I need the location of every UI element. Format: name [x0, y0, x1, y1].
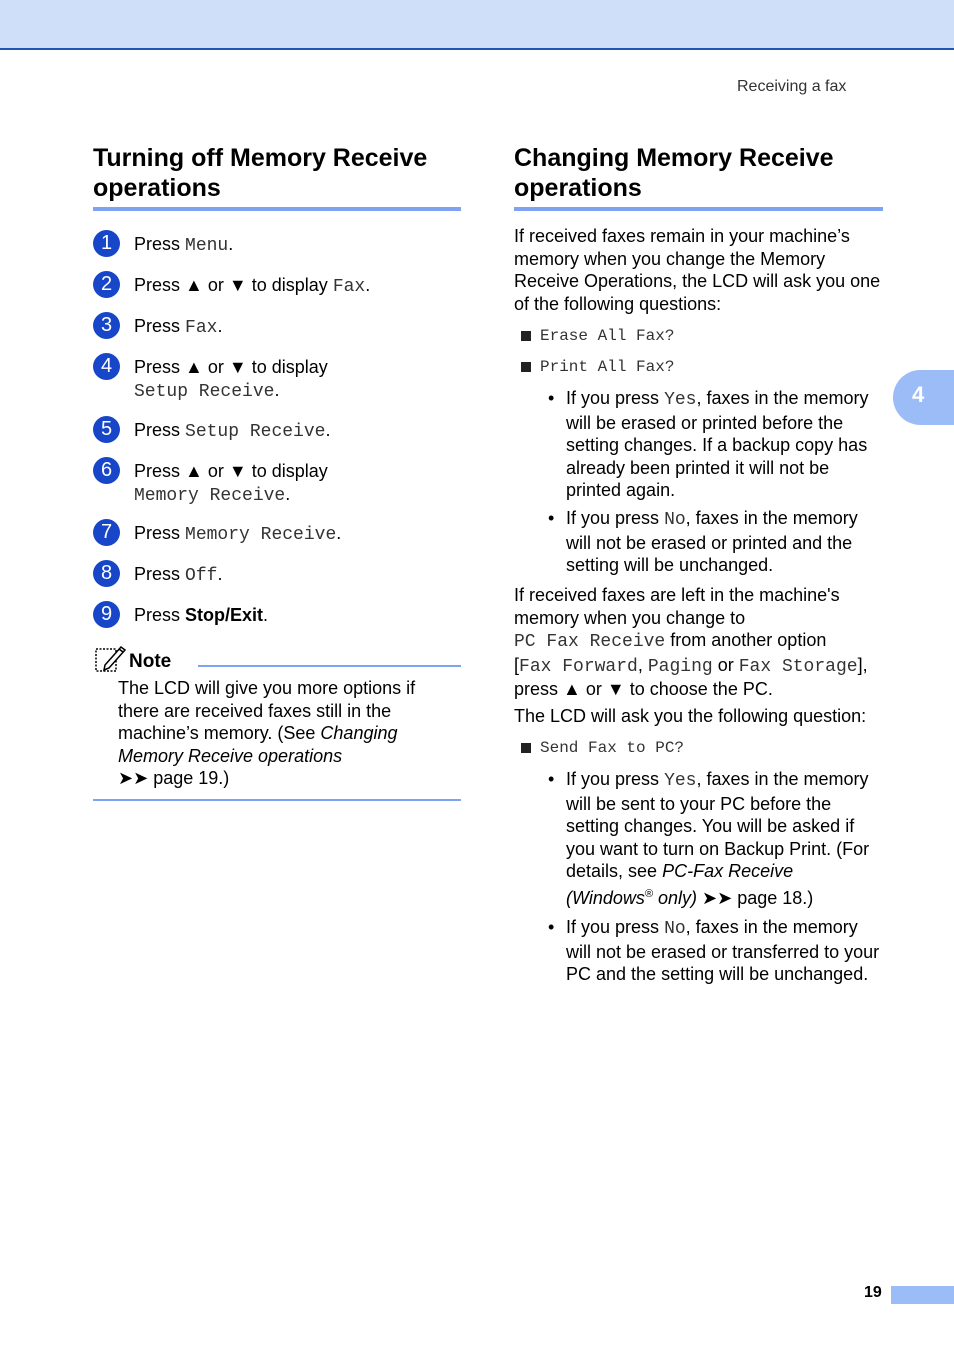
note-label: Note	[129, 651, 172, 672]
left-heading-rule	[93, 207, 461, 211]
up-arrow-icon: ▲	[185, 275, 203, 295]
step-text: Press Fax.	[134, 316, 223, 338]
down-arrow-icon: ▼	[228, 357, 247, 377]
step-number-9: 9	[93, 601, 120, 628]
running-head: Receiving a fax	[737, 78, 847, 95]
bullet-text: If you press No, faxes in the memory will not be erased or printed and the setting will be unchanged.	[566, 508, 858, 575]
step-text: Press ▲ or ▼ to display Fax.	[134, 275, 371, 297]
double-arrow-icon: ➤➤	[118, 768, 149, 788]
step-text: Press Setup Receive.	[134, 420, 331, 442]
bullet-dot-icon: •	[548, 917, 555, 937]
up-arrow-icon: ▲	[563, 679, 581, 699]
up-arrow-icon: ▲	[185, 357, 203, 377]
left-heading-line1: Turning off Memory Receive	[93, 144, 428, 172]
step-number-7: 7	[93, 519, 120, 546]
page-number-bar	[891, 1286, 954, 1304]
chapter-tab	[893, 370, 954, 425]
note-divider	[198, 665, 461, 667]
header-band	[0, 0, 954, 50]
square-bullet-icon	[521, 362, 531, 372]
step-text: Press ▲ or ▼ to display Memory Receive.	[134, 461, 328, 506]
step-text: Press Stop/Exit.	[134, 605, 269, 625]
bullet-dot-icon: •	[548, 388, 555, 408]
step-text: Press Memory Receive.	[134, 523, 342, 545]
square-bullet-icon	[521, 331, 531, 341]
step-text: Press Menu.	[134, 234, 234, 256]
note-text: The LCD will give you more options if there are received faxes still in the machine’s memory. (See Changing Memory Receive operations ➤➤ page 19.)	[118, 678, 416, 788]
right-heading	[514, 143, 834, 203]
up-arrow-icon: ▲	[185, 461, 203, 481]
bullet-text: If you press Yes, faxes in the memory will be erased or printed before the setting changes. If a backup copy has already been printed it will not be printed again.	[566, 388, 869, 500]
step-number-4: 4	[93, 353, 120, 380]
right-heading-line2: operations	[514, 174, 642, 202]
note-bottom-rule	[93, 799, 461, 801]
down-arrow-icon: ▼	[606, 679, 625, 699]
note-pencil-icon	[93, 643, 127, 673]
step-number-2: 2	[93, 271, 120, 298]
right-heading-line1: Changing Memory Receive	[514, 144, 834, 172]
intro-paragraph: If received faxes remain in your machine’s memory when you change the Memory Receive Operations, the LCD will ask you one of the following questions:	[514, 226, 881, 314]
square-bullet-icon	[521, 743, 531, 753]
cross-reference-link: PC-Fax Receive (Windows® only)	[566, 861, 794, 908]
left-heading	[93, 143, 427, 203]
chapter-number: 4	[912, 382, 925, 407]
bullet-dot-icon: •	[548, 769, 555, 789]
step-text: Press Off.	[134, 564, 223, 586]
cross-reference-link: Changing Memory Receive operations	[118, 723, 398, 766]
step-number-3: 3	[93, 312, 120, 339]
down-arrow-icon: ▼	[228, 275, 247, 295]
paragraph-2: If received faxes are left in the machine's memory when you change to PC Fax Receive from another option [Fax Forward, Paging or Fax Storage], press ▲ or ▼ to choose the PC.	[514, 585, 868, 699]
step-text: Press ▲ or ▼ to display Setup Receive.	[134, 357, 328, 402]
page-number: 19	[864, 1284, 882, 1301]
bullet-text: If you press No, faxes in the memory will not be erased or transferred to your PC and the setting will be unchanged.	[566, 917, 880, 984]
down-arrow-icon: ▼	[228, 461, 247, 481]
step-number-6: 6	[93, 457, 120, 484]
step-number-1: 1	[93, 230, 120, 257]
paragraph-3: The LCD will ask you the following question:	[514, 706, 867, 726]
step-number-8: 8	[93, 560, 120, 587]
double-arrow-icon: ➤➤	[702, 887, 733, 908]
left-heading-line2: operations	[93, 174, 221, 202]
step-number-5: 5	[93, 416, 120, 443]
bullet-dot-icon: •	[548, 508, 555, 528]
right-heading-rule	[514, 207, 883, 211]
bullet-text: If you press Yes, faxes in the memory will be sent to your PC before the setting changes. You will be asked if you want to turn on Backup Print. (For details, see PC-Fax Receive (Windows® only) ➤➤ page 18.)	[566, 769, 870, 908]
